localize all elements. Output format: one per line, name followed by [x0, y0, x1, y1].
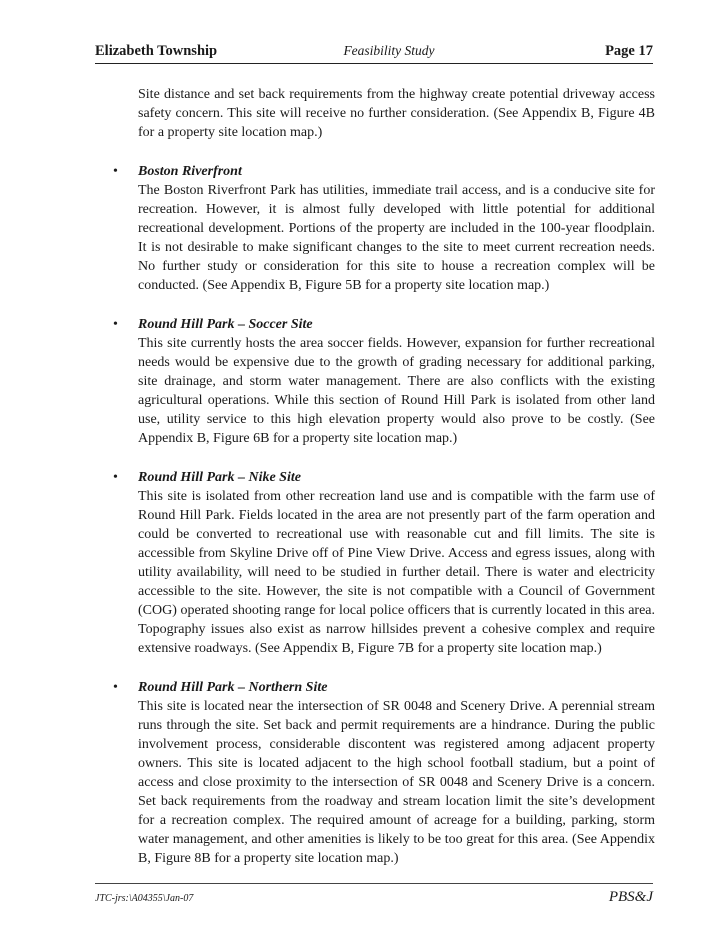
section-body: This site is located near the intersection of SR 0048 and Scenery Drive. A perennial stream runs through the site. Set back and permit requirements are a hindrance. During the public involvement process, considerable discontent was registered among adjacent property owners. This site is located adjacent to the high school football stadium, but a point of access and close proximity to the intersection of SR 0048 and Scenery Drive is a concern. Set back requirements from the roadway and stream location limit the site’s development for a recreation complex. The required amount of acreage for a building, parking, storm water management, and other amenities is likely to be too great for this area. (See Appendix B, Figure 8B for a property site location map.) [138, 699, 655, 866]
footer-company: PBS&J [608, 889, 653, 905]
section-body: This site currently hosts the area soccer fields. However, expansion for further recreational needs would be expensive due to the growth of grading necessary for additional parking, site drainage, and storm water management. There are also conflicts with the existing agricultural operations. While this section of Round Hill Park is isolated from other land use, utility service to this high elevation property would also prove to be costly. (See Appendix B, Figure 6B for a property site location map.) [138, 336, 655, 446]
section-title: Boston Riverfront [138, 164, 242, 179]
page-footer [95, 883, 653, 910]
bullet-icon: • [113, 164, 118, 179]
page-header [95, 41, 653, 64]
section-body: This site is isolated from other recreation land use and is compatible with the farm use of Round Hill Park. Fields located in the area are not presently part of the farm operation and could be converted to recreational use with reasonable cut and fill limits. The site is accessible from Skyline Drive off of Pine View Drive. Access and egress issues, along with utility availability, will need to be studied in further detail. There is water and electricity accessible to the site. However, the site is not compatible with a Council of Government (COG) operated shooting range for local police officers that is currently located in this area. Topography issues also exist as narrow hillsides prevent a cohesive complex and require extensive roadways. (See Appendix B, Figure 7B for a property site location map.) [138, 489, 655, 656]
section-body: The Boston Riverfront Park has utilities, immediate trail access, and is a conducive site for recreation. However, it is almost fully developed with little potential for additional recreational development. Portions of the property are included in the 100-year floodplain. It is not desirable to make significant changes to the site to meet current recreation needs. No further study or consideration for this site to house a recreation complex will be conducted. (See Appendix B, Figure 5B for a property site location map.) [138, 183, 655, 293]
section-soccer-site [95, 315, 655, 448]
section-title: Round Hill Park – Nike Site [138, 470, 301, 485]
bullet-icon: • [113, 680, 118, 695]
header-township: Elizabeth Township [95, 43, 218, 59]
section-title: Round Hill Park – Northern Site [138, 680, 328, 695]
section-title: Round Hill Park – Soccer Site [138, 317, 313, 332]
bullet-icon: • [113, 317, 118, 332]
section-boston-riverfront [95, 162, 655, 295]
header-page-number: Page 17 [605, 43, 653, 59]
section-northern-site [95, 678, 655, 868]
footer-file-reference: JTC-jrs:\A04355\Jan-07 [95, 893, 194, 904]
bullet-icon: • [113, 470, 118, 485]
intro-paragraph: Site distance and set back requirements from the highway create potential driveway access safety concern. This site will receive no further consideration. (See Appendix B, Figure 4B for a property site location map.) [138, 87, 655, 140]
page-content [95, 85, 655, 868]
header-document-title: Feasibility Study [343, 43, 435, 58]
section-nike-site [95, 468, 655, 658]
